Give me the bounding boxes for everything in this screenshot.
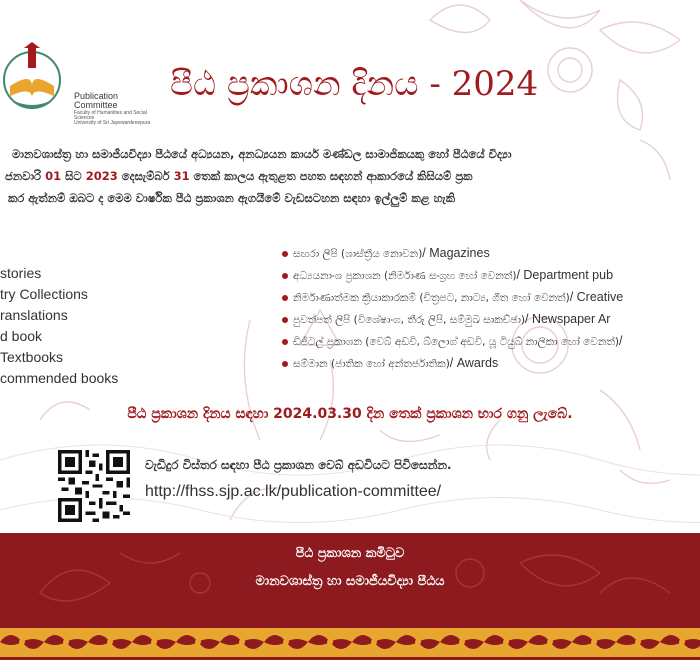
intro-line-2-text: තෙක් කාලය ඇතුළත පහත සඳහන් ආකාරයේ කිසියම් ප්‍රක xyxy=(189,169,473,183)
list-item-sinhala: නිර්මාණාත්මක ක්‍රියාකාරකම් (චිත්‍රපට, නාට්‍ය, ගීත හෝ වෙනත්) xyxy=(293,292,570,304)
list-item-english: / Department pub xyxy=(516,268,614,282)
list-item xyxy=(282,309,700,331)
list-item-sinhala: සම්මාන (ජාතික හෝ අන්තර්ජාතික) xyxy=(293,358,450,370)
decorative-border-icon xyxy=(0,625,700,660)
list-item: ranslations xyxy=(0,307,68,323)
logo-subtitle-faculty: Faculty of Humanities and Social Sciences xyxy=(74,109,147,122)
bullet-icon xyxy=(282,361,288,367)
footer-band xyxy=(0,533,700,660)
list-item xyxy=(282,353,700,375)
bullet-icon xyxy=(282,295,288,301)
list-item xyxy=(282,287,700,309)
logo-title: Publication Committee xyxy=(74,91,119,111)
visit-website-text: වැඩිදුර විස්තර සඳහා පීඨ ප්‍රකාශන වෙබ් අඩවියට පිවිසෙන්න. xyxy=(145,458,452,472)
intro-line-2-text: ජනවාරි xyxy=(5,169,46,183)
bullet-icon xyxy=(282,273,288,279)
intro-line-1: මානවශාස්ත්‍ර හා සමාජීයවිද්‍යා පීඨයේ අධ්‍යයන, අනධ්‍යයන කාර්ය මණ්ඩල සාමාජිකයකු හෝ පීඨයේ විද්‍යා xyxy=(12,147,512,161)
bullet-icon xyxy=(282,317,288,323)
list-item: try Collections xyxy=(0,286,88,302)
page-title: පීඨ ප්‍රකාශන දිනය - 2024 xyxy=(170,64,539,104)
list-item-sinhala: සඟරා ලිපි (ශාස්ත්‍රීය නොවන) xyxy=(293,248,423,260)
list-item: stories xyxy=(0,265,42,281)
list-item-english: / Awards xyxy=(449,356,499,370)
intro-line-3: කර ඇත්නම් ඔබට ද මෙම වාර්ෂික පීඨ ප්‍රකාශන ඇගයීමේ වැඩසටහන සඳහා ඉල්ලුම් කළ හැකි xyxy=(8,191,456,205)
qr-code-icon[interactable] xyxy=(58,450,130,522)
list-item-sinhala: ඩිජිටල් ප්‍රකාශන (වෙබ් අඩවි, බ්ලොග් අඩවි, යූ ටියුබ් නාලිකා හෝ වෙනත්) xyxy=(293,336,619,348)
list-item: d book xyxy=(0,328,43,344)
list-item: Textbooks xyxy=(0,349,64,365)
list-item-english: / xyxy=(619,334,623,348)
category-list-left xyxy=(0,263,280,389)
list-item-sinhala: පුවත්පත් ලිපි (විශේෂාංග, තීරු ලිපි, සම්මුඛ සාකච්ඡා) xyxy=(293,314,525,326)
date-end-year: 2023 xyxy=(85,169,118,183)
intro-line-2-text: සිට xyxy=(61,169,86,183)
category-list-right xyxy=(282,243,700,375)
list-item-english: / Newspaper Ar xyxy=(525,312,611,326)
bullet-icon xyxy=(282,339,288,345)
list-item xyxy=(282,265,700,287)
footer-committee-name: පීඨ ප්‍රකාශන කමිටුව xyxy=(295,546,405,561)
footer-faculty-name: මානවශාස්ත්‍ර හා සමාජීයවිද්‍යා පීඨය xyxy=(255,574,445,589)
list-item xyxy=(282,243,700,265)
date-end-day: 31 xyxy=(173,169,190,183)
website-link[interactable]: http://fhss.sjp.ac.lk/publication-committee/ xyxy=(145,483,442,500)
intro-line-2-text: දෙසැම්බර් xyxy=(117,169,174,183)
bullet-icon xyxy=(282,251,288,257)
list-item-english: / Creative xyxy=(569,290,624,304)
list-item xyxy=(282,331,700,353)
logo-subtitle-university: University of Sri Jayewardenepura xyxy=(74,120,151,127)
list-item: commended books xyxy=(0,370,119,386)
submission-deadline: පීඨ ප්‍රකාශන දිනය සඳහා 2024.03.30 දින තෙක් ප්‍රකාශන භාර ගනු ලැබේ. xyxy=(127,406,573,422)
intro-line-2 xyxy=(0,165,700,187)
publication-committee-logo-icon xyxy=(2,40,62,120)
faculty-logo xyxy=(2,40,162,125)
intro-paragraph xyxy=(0,143,700,209)
list-item-english: / Magazines xyxy=(422,246,490,260)
list-item-sinhala: අධ්‍යයනාංශ ප්‍රකාශන (නිර්මාණ සංග්‍රහ හෝ වෙනත්) xyxy=(293,270,517,282)
date-start-day: 01 xyxy=(45,169,62,183)
